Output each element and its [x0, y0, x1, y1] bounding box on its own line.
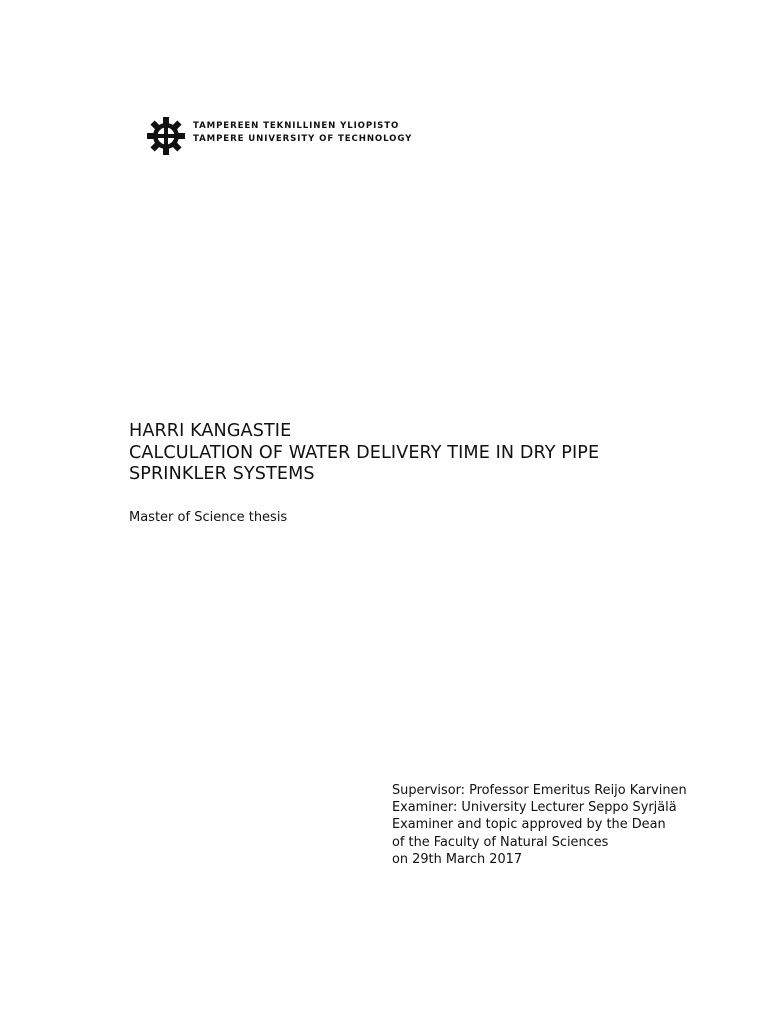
author-name: HARRI KANGASTIE	[129, 421, 292, 441]
approval-date: on 29th March 2017	[392, 851, 523, 867]
thesis-title-line-2: SPRINKLER SYSTEMS	[129, 464, 315, 484]
university-name-english: TAMPERE UNIVERSITY OF TECHNOLOGY	[193, 134, 413, 144]
thesis-title-block	[129, 421, 729, 486]
degree-type: Master of Science thesis	[129, 510, 288, 525]
university-logo	[146, 116, 412, 156]
thesis-details	[392, 782, 687, 868]
gear-emblem-icon	[146, 116, 186, 156]
approval-line-2: of the Faculty of Natural Sciences	[392, 834, 609, 850]
supervisor-line: Supervisor: Professor Emeritus Reijo Karvinen	[392, 783, 687, 798]
approval-line-1: Examiner and topic approved by the Dean	[392, 817, 666, 833]
university-name	[193, 120, 412, 146]
examiner-line: Examiner: University Lecturer Seppo Syrjälä	[392, 800, 677, 816]
thesis-title-line-1: CALCULATION OF WATER DELIVERY TIME IN DRY PIPE	[129, 442, 600, 463]
university-name-finnish: TAMPEREEN TEKNILLINEN YLIOPISTO	[193, 121, 400, 131]
